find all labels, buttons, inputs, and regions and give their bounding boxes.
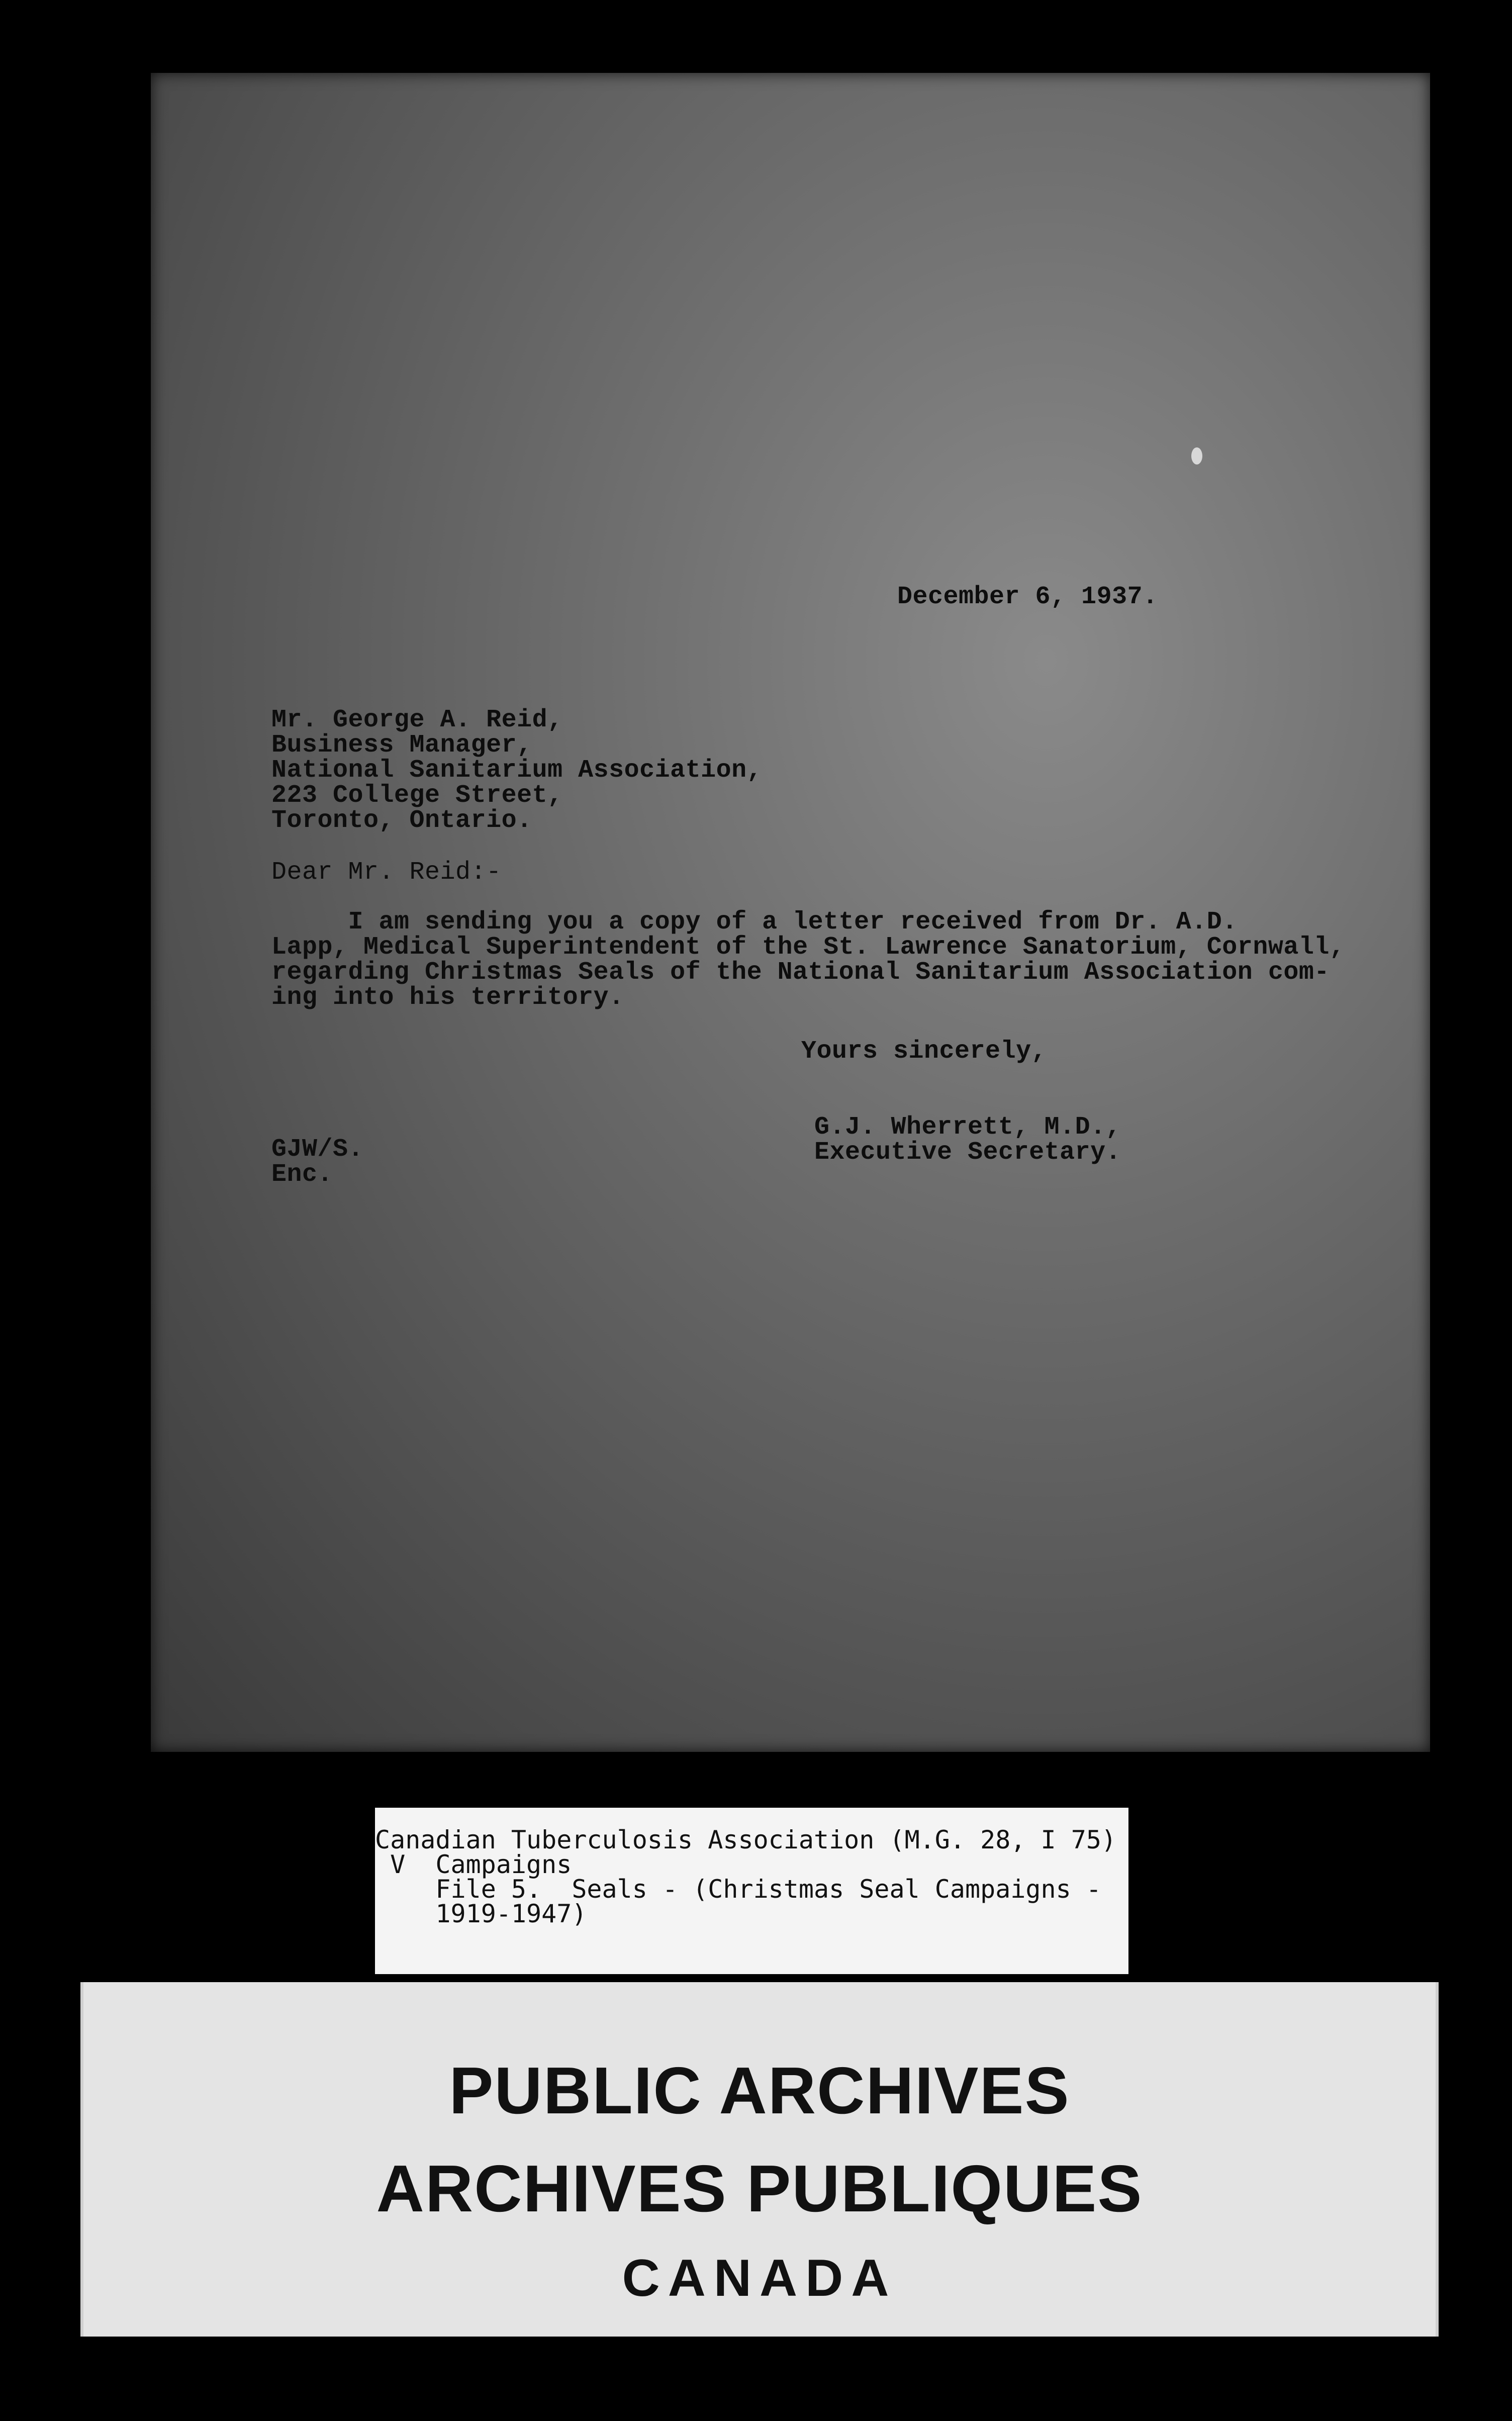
- salutation: Dear Mr. Reid:-: [271, 858, 502, 887]
- stamp-title-french: ARCHIVES PUBLIQUES: [376, 2152, 1143, 2225]
- body-line: Lapp, Medical Superintendent of the St. Lawrence Sanatorium, Cornwall,: [271, 933, 1345, 962]
- signature-line: Executive Secretary.: [814, 1138, 1121, 1167]
- catalog-label: [375, 1808, 1128, 1974]
- catalog-line: 1919-1947): [375, 1899, 587, 1928]
- reference-line: Enc.: [271, 1160, 333, 1189]
- address-line: Toronto, Ontario.: [271, 806, 532, 835]
- body-line: I am sending you a copy of a letter received from Dr. A.D.: [271, 908, 1238, 937]
- address-line: Mr. George A. Reid,: [271, 706, 563, 734]
- address-line: 223 College Street,: [271, 781, 563, 810]
- stamp-title-english: PUBLIC ARCHIVES: [449, 2054, 1070, 2127]
- closing: Yours sincerely,: [801, 1037, 1047, 1066]
- address-line: National Sanitarium Association,: [271, 756, 763, 785]
- catalog-line: V Campaigns: [375, 1850, 572, 1879]
- reference-line: GJW/S.: [271, 1135, 364, 1164]
- paper-speck: [1191, 447, 1202, 464]
- public-archives-stamp: [80, 1982, 1439, 2337]
- body-line: regarding Christmas Seals of the National Sanitarium Association com-: [271, 958, 1330, 987]
- catalog-line: Canadian Tuberculosis Association (M.G. 28, I 75): [375, 1825, 1117, 1854]
- catalog-line: File 5. Seals - (Christmas Seal Campaigns -: [375, 1875, 1101, 1904]
- body-line: ing into his territory.: [271, 983, 624, 1012]
- signature-line: G.J. Wherrett, M.D.,: [814, 1113, 1121, 1142]
- address-line: Business Manager,: [271, 731, 532, 760]
- stamp-country: CANADA: [622, 2249, 897, 2307]
- letter-date: December 6, 1937.: [897, 583, 1158, 611]
